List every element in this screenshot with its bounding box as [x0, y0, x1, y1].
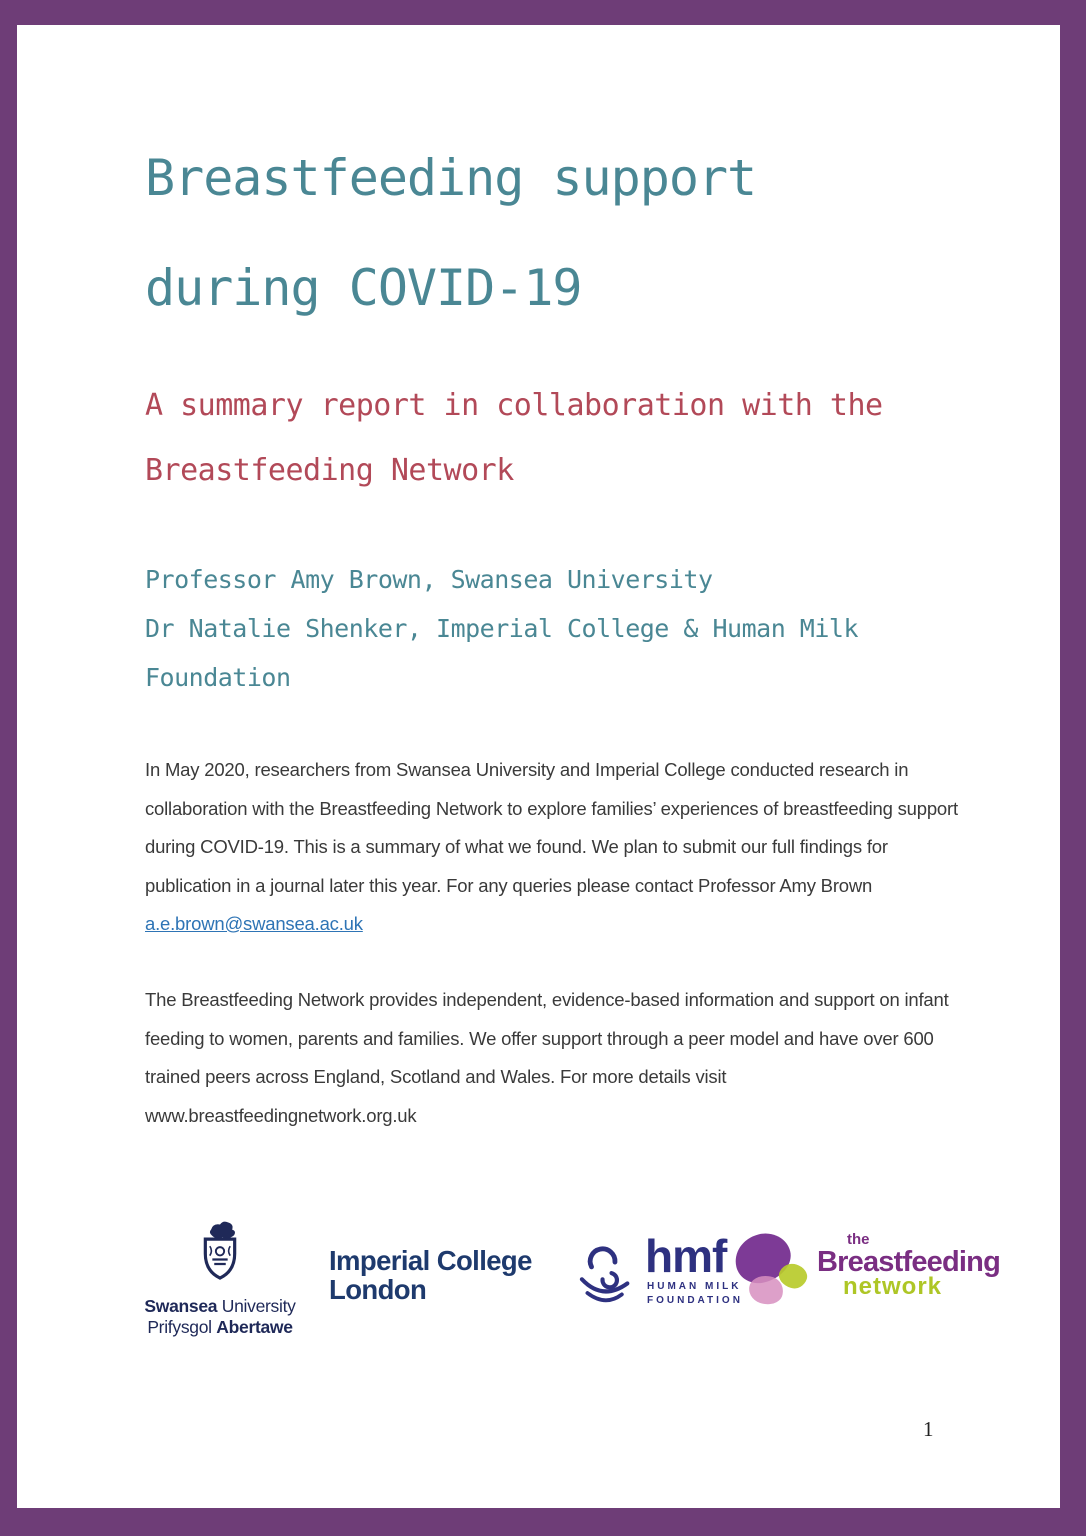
bfn-text-block	[817, 1232, 1000, 1299]
hmf-subline-1: HUMAN MILK	[647, 1281, 742, 1292]
swansea-bold-en: Swansea	[144, 1296, 218, 1316]
swansea-rest-cy: Prifysgol	[147, 1317, 217, 1337]
swansea-university-logo	[135, 1220, 305, 1338]
hmf-acronym: hmf	[645, 1230, 727, 1282]
imperial-line-2: London	[329, 1274, 427, 1305]
imperial-line-1: Imperial College	[329, 1245, 532, 1276]
swansea-name-en	[135, 1296, 305, 1317]
swansea-crest-icon	[188, 1220, 252, 1294]
hmf-mother-baby-icon	[575, 1232, 637, 1310]
author-line-2: Dr Natalie Shenker, Imperial College & Human Milk Foundation	[145, 614, 859, 692]
swansea-rest-en: University	[217, 1296, 296, 1316]
bfn-the: the	[847, 1231, 870, 1248]
page-number: 1	[923, 1417, 934, 1441]
bfn-network: network	[843, 1273, 943, 1300]
imperial-college-logo	[329, 1246, 532, 1304]
intro-paragraph-text: In May 2020, researchers from Swansea University and Imperial College conducted research in collaboration with the Breastfeeding Network to explore families’ experiences of breastfeeding support during COVID-19. This is a summary of what we found. We plan to submit our full findings for publication in a journal later this year. For any queries please contact Professor Amy Brown	[145, 759, 958, 896]
logos-row	[17, 1220, 1060, 1360]
human-milk-foundation-logo	[575, 1232, 743, 1310]
swansea-bold-cy: Abertawe	[216, 1317, 293, 1337]
network-paragraph: The Breastfeeding Network provides independent, evidence-based information and support on infant feeding to women, parents and families. We offer support through a peer model and have over 600 trained peers across England, Scotland and Wales. For more details visit www.breastfeedingnetwork.org.uk	[145, 989, 949, 1126]
bfn-petals-icon	[733, 1230, 813, 1322]
authors-block	[145, 555, 945, 702]
author-line-1: Professor Amy Brown, Swansea University	[145, 565, 713, 594]
email-link[interactable]: a.e.brown@swansea.ac.uk	[145, 913, 363, 934]
bfn-name: Breastfeeding	[817, 1246, 1000, 1278]
report-subtitle: A summary report in collaboration with the Breastfeeding Network	[145, 388, 883, 488]
report-page	[17, 25, 1060, 1508]
report-title: Breastfeeding support during COVID-19	[145, 149, 757, 317]
breastfeeding-network-logo	[733, 1228, 1000, 1328]
intro-paragraph	[145, 751, 963, 944]
hmf-text-block	[645, 1232, 743, 1308]
swansea-name-cy	[135, 1317, 305, 1338]
hmf-subline-2: FOUNDATION	[647, 1295, 743, 1306]
